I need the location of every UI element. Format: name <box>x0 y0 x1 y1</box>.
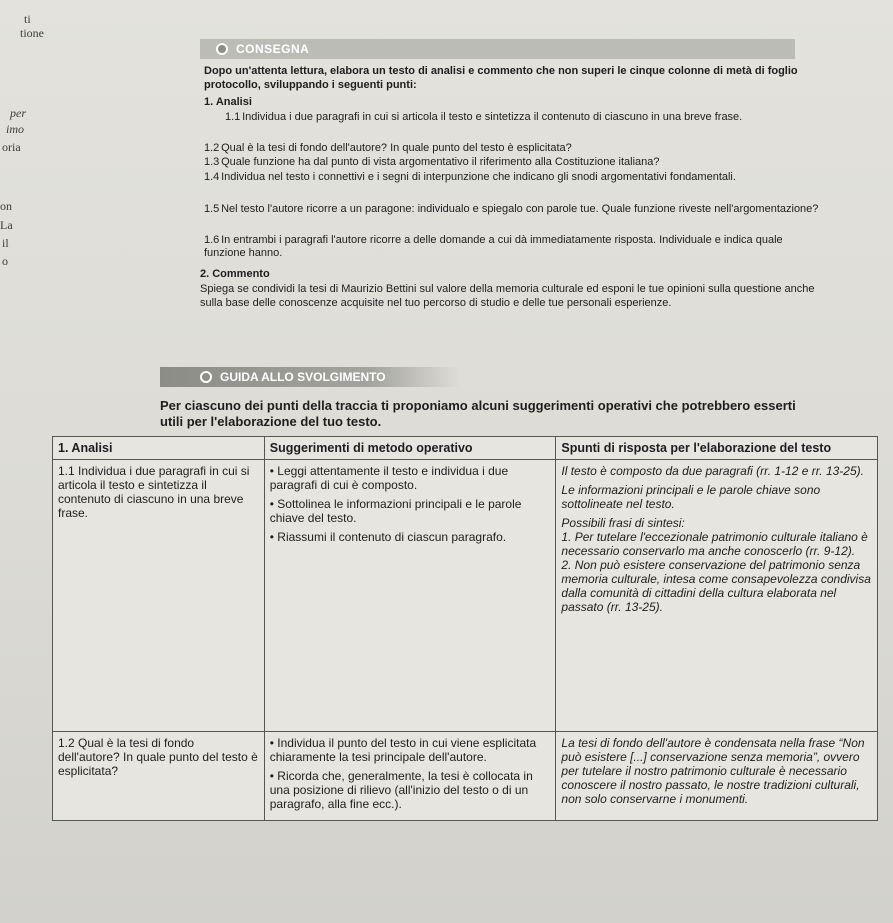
tip-item: • Ricorda che, generalmente, la tesi è collocata in una posizione di rilievo (all'inizio del testo o di un paragrafo, alla fine ecc.). <box>270 769 551 811</box>
answers-cell <box>556 732 878 821</box>
analisi-title: 1. Analisi <box>204 96 252 108</box>
column-header: Spunti di risposta per l'elaborazione del testo <box>556 437 878 460</box>
margin-fragment: on <box>0 199 12 213</box>
tip-item: • Leggi attentamente il testo e individua i due paragrafi di cui è composto. <box>270 464 551 492</box>
table-row <box>53 732 878 821</box>
margin-fragment: imo <box>6 122 24 136</box>
circle-icon <box>200 371 212 383</box>
answer-item: La tesi di fondo dell'autore è condensata nella frase “Non può esistere [...] conservazione senza memoria”, ovvero per tutelare il nostro patrimonio culturale è necessario conoscere il nostro passato, le nostre tradizioni culturali, non solo conservarne i monumenti. <box>561 736 865 806</box>
point-1-2 <box>204 142 804 155</box>
circle-icon <box>216 43 228 55</box>
commento-title: 2. Commento <box>200 268 270 280</box>
consegna-intro: Dopo un'attenta lettura, elabora un testo di analisi e commento che non superi le cinque colonne di metà di foglio protocollo, sviluppando i seguenti punti: <box>204 65 798 91</box>
point-text: In entrambi i paragrafi l'autore ricorre a delle domande a cui dà immediatamente risposta. Individuale e indica quale funzione hanno. <box>204 234 783 259</box>
point-number: 1.2 <box>204 142 220 154</box>
margin-fragment: oria <box>2 140 21 154</box>
point-number: 1.4 <box>204 171 220 183</box>
answer-item: Il testo è composto da due paragrafi (rr. 1-12 e rr. 13-25). <box>561 464 864 478</box>
margin-fragment: La <box>0 218 13 232</box>
question-cell: 1.2 Qual è la tesi di fondo dell'autore? In quale punto del testo è esplicitata? <box>53 732 265 821</box>
point-1-5 <box>204 203 824 216</box>
point-1-3 <box>204 156 804 169</box>
guide-table <box>52 436 878 821</box>
point-number: 1.1 <box>225 111 241 123</box>
point-number: 1.5 <box>204 203 220 215</box>
consegna-label: CONSEGNA <box>236 42 310 56</box>
point-1-4 <box>204 171 804 184</box>
guida-label: GUIDA ALLO SVOLGIMENTO <box>220 370 386 384</box>
tip-item: • Individua il punto del testo in cui viene esplicitata chiaramente la tesi principale dell'autore. <box>270 736 551 764</box>
tip-item: • Sottolinea le informazioni principali e le parole chiave del testo. <box>270 497 551 525</box>
table-header-row <box>53 437 878 460</box>
point-text: Individua nel testo i connettivi e i segni di interpunzione che indicano gli snodi argomentativi fondamentali. <box>221 171 736 183</box>
point-text: Qual è la tesi di fondo dell'autore? In quale punto del testo è esplicitata? <box>221 142 572 154</box>
guida-header <box>160 367 460 387</box>
commento-text: Spiega se condividi la tesi di Maurizio Bettini sul valore della memoria culturale ed esponi le tue opinioni sulla questione anche sulla base delle conoscenze acquisite nel tuo percorso di studio e delle tue personali esperienze. <box>200 283 815 309</box>
answer-item: Possibili frasi di sintesi: <box>561 516 685 530</box>
margin-fragment: o <box>2 254 8 268</box>
consegna-header <box>200 39 795 59</box>
table-row <box>53 460 878 732</box>
answer-item: Le informazioni principali e le parole chiave sono sottolineate nel testo. <box>561 483 821 511</box>
column-header: Suggerimenti di metodo operativo <box>264 437 556 460</box>
tip-item: • Riassumi il contenuto di ciascun paragrafo. <box>270 530 551 544</box>
answer-item: 2. Non può esistere conservazione del patrimonio senza memoria culturale, intesa come consapevolezza condivisa dalla comunità di cittadini della cultura elaborata nel passato (rr. 13-25). <box>561 558 871 614</box>
margin-fragment: per <box>10 106 26 120</box>
tips-cell <box>264 732 556 821</box>
answers-cell <box>556 460 878 732</box>
point-text: Quale funzione ha dal punto di vista argomentativo il riferimento alla Costituzione italiana? <box>221 156 660 168</box>
point-number: 1.6 <box>204 234 220 246</box>
point-number: 1.3 <box>204 156 220 168</box>
point-text: Individua i due paragrafi in cui si articola il testo e sintetizza il contenuto di ciascuno in una breve frase. <box>242 111 743 123</box>
point-1-1 <box>204 111 825 124</box>
guida-intro: Per ciascuno dei punti della traccia ti proponiamo alcuni suggerimenti operativi che potrebbero esserti utili per l'elaborazione del tuo testo. <box>160 398 796 429</box>
answer-item: 1. Per tutelare l'eccezionale patrimonio culturale italiano è necessario conservarlo ma anche conoscerlo (rr. 9-12). <box>561 530 868 558</box>
tips-cell <box>264 460 556 732</box>
question-cell: 1.1 Individua i due paragrafi in cui si articola il testo e sintetizza il contenuto di ciascuno in una breve frase. <box>53 460 265 732</box>
point-text: Nel testo l'autore ricorre a un paragone: individualo e spiegalo con parole tue. Quale funzione riveste nell'argomentazione? <box>221 203 819 215</box>
point-1-6 <box>204 234 824 260</box>
margin-fragment: tione <box>20 26 44 40</box>
margin-fragment: il <box>2 236 9 250</box>
margin-fragment: ti <box>24 12 31 26</box>
column-header: 1. Analisi <box>53 437 265 460</box>
